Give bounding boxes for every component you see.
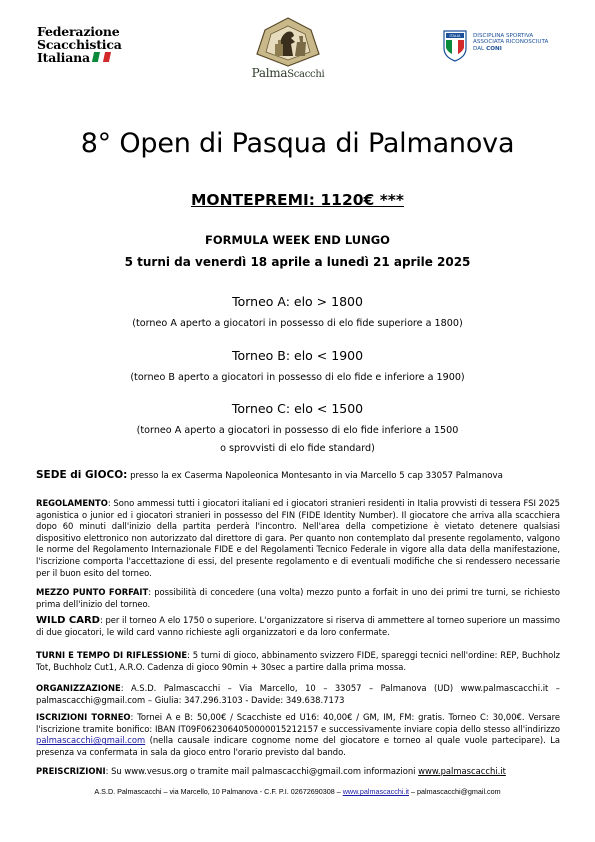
- italia-shield-icon: [443, 30, 467, 62]
- torneo-name: Torneo C: elo < 1500: [231, 401, 364, 416]
- fortress-chess-icon: [253, 16, 323, 68]
- regolamento-text: : Sono ammessi tutti i giocatori italiani ed i giocatori stranieri residenti in Italia provvisti di tessera FSI 2025 agonistica o junior ed i giocatori stranieri in possesso del FIN (FIDE Identity Number). Il giocatore che arriva alla scacchiera dopo 60 minuti dall'inizio della partita perderà l'incontro. Nell'area della competizione è vietato detenere qualsiasi dispositivo elettronico non autorizzato dal direttore di gara. Per quanto non contemplato dal presente regolamento, valgono le norme del Regolamento Internazionale FIDE e del Regolamenti Tecnico Federale in vigore alla data della manifestazione, l'iscrizione comporta l'accettazione di essi, del presente regolamento e di eventuali modifiche che si rendessero necessarie per il buon esito del torneo.: [36, 498, 560, 578]
- coni-logo-text: DISCIPLINA SPORTIVA ASSOCIATA RICONOSCIUTA DAL CONI: [473, 33, 549, 52]
- preiscrizioni-website-link[interactable]: www.palmascacchi.it: [418, 766, 506, 776]
- svg-text:ITALIA: ITALIA: [449, 34, 461, 38]
- forfait-label: MEZZO PUNTO FORFAIT: [36, 587, 149, 597]
- coni-logo: [443, 30, 563, 70]
- organizzazione-text: : A.S.D. Palmascacchi – Via Marcello, 10 – 33057 – Palmanova (UD) www.palmascacchi.it – palmascacchi@gmail.com – Giulia: 347.296.3103 - Davide: 349.638.7173: [36, 683, 560, 705]
- regolamento-section: [36, 498, 560, 579]
- organizzazione-section: [36, 683, 560, 706]
- wildcard-label: WILD CARD: [36, 615, 100, 626]
- torneo-name: Torneo A: elo > 1800: [232, 294, 363, 309]
- iscrizioni-text-2: (nella causale indicare cognome nome del giocatore e torneo al quale vuole partecipare). La presenza va confermata in sala da gioco entro l'orario previsto dal bando.: [36, 735, 560, 757]
- torneo-desc: (torneo A aperto a giocatori in possesso di elo fide superiore a 1800): [132, 318, 463, 329]
- preiscrizioni-text: : Su www.vesus.org o tramite mail palmascacchi@gmail.com informazioni: [105, 766, 419, 776]
- torneo-desc: (torneo A aperto a giocatori in possesso di elo fide inferiore a 1500 o sprovvisti di elo fide standard): [136, 425, 459, 454]
- palmascacchi-logo: [237, 16, 339, 82]
- palmascacchi-wordmark: PalmaScacchi: [251, 66, 325, 80]
- italian-flag-icon: [92, 52, 111, 62]
- fsi-logo-line: Federazione: [37, 24, 120, 39]
- page-title: 8° Open di Pasqua di Palmanova: [80, 128, 515, 159]
- iscrizioni-email-link[interactable]: palmascacchi@gmail.com: [36, 735, 146, 746]
- sede-text: presso la ex Caserma Napoleonica Montesanto in via Marcello 5 cap 33057 Palmanova: [130, 471, 503, 481]
- wildcard-text: : per il torneo A elo 1750 o superiore. L'organizzatore si riserva di ammettere al torneo superiore un massimo di due giocatori, le wild card vanno richieste agli organizzatori e da loro confermate.: [36, 615, 560, 637]
- torneo-desc: (torneo B aperto a giocatori in possesso di elo fide e inferiore a 1900): [130, 372, 465, 383]
- torneo-b: [0, 347, 595, 387]
- turni-tempo-section: [36, 650, 560, 673]
- torneo-c: [0, 400, 595, 458]
- sede-section: [36, 470, 560, 483]
- fsi-logo-last: [37, 51, 132, 64]
- footer-email: – palmascacchi@gmail.com: [409, 787, 501, 796]
- forfait-text: : possibilità di concedere (una volta) mezzo punto a forfait in uno dei primi tre turni, se richiesto prima dell'inizio del torneo.: [36, 587, 561, 609]
- dates-heading: 5 turni da venerdì 18 aprile a lunedì 21 aprile 2025: [124, 255, 471, 269]
- torneo-a: [0, 293, 595, 333]
- forfait-section: [36, 587, 560, 610]
- fsi-logo: [37, 25, 132, 77]
- turni-tempo-text: : 5 turni di gioco, abbinamento svizzero FIDE, spareggi tecnici nell'ordine: REP, Buchholz Tot, Buchholz Cut1, A.R.O. Cadenza di gioco 90min + 30sec a partire dalla prima mossa.: [36, 650, 560, 672]
- prize-heading: MONTEPREMI: 1120€ ***: [190, 191, 405, 209]
- fsi-logo-line: Scacchistica: [37, 37, 122, 52]
- sede-label: SEDE di GIOCO:: [36, 469, 128, 481]
- footer-website-link[interactable]: www.palmascacchi.it: [342, 787, 410, 796]
- iscrizioni-label: ISCRIZIONI TORNEO: [36, 712, 131, 722]
- footer-text: A.S.D. Palmascacchi – via Marcello, 10 Palmanova - C.F. P.I. 02672690308 –: [94, 787, 343, 796]
- formula-heading: FORMULA WEEK END LUNGO: [205, 233, 390, 247]
- turni-tempo-label: TURNI E TEMPO DI RIFLESSIONE: [36, 650, 188, 660]
- preiscrizioni-section: [36, 766, 560, 778]
- fsi-logo-line: Italiana: [37, 50, 90, 65]
- torneo-name: Torneo B: elo < 1900: [231, 348, 364, 363]
- iscrizioni-section: [36, 712, 560, 758]
- regolamento-label: REGOLAMENTO: [36, 498, 108, 508]
- wildcard-section: [36, 615, 560, 638]
- preiscrizioni-label: PREISCRIZIONI: [36, 766, 106, 776]
- organizzazione-label: ORGANIZZAZIONE: [36, 683, 121, 693]
- footer: [0, 787, 595, 796]
- iscrizioni-text: : Tornei A e B: 50,00€ / Scacchiste ed U16: 40,00€ / GM, IM, FM: gratis. Torneo C: 30,00€. Versare l'iscrizione tramite bonifico: IBAN IT09F0623064050000015212157 e successivamente inviare copia dello stesso all'indirizzo: [36, 712, 560, 734]
